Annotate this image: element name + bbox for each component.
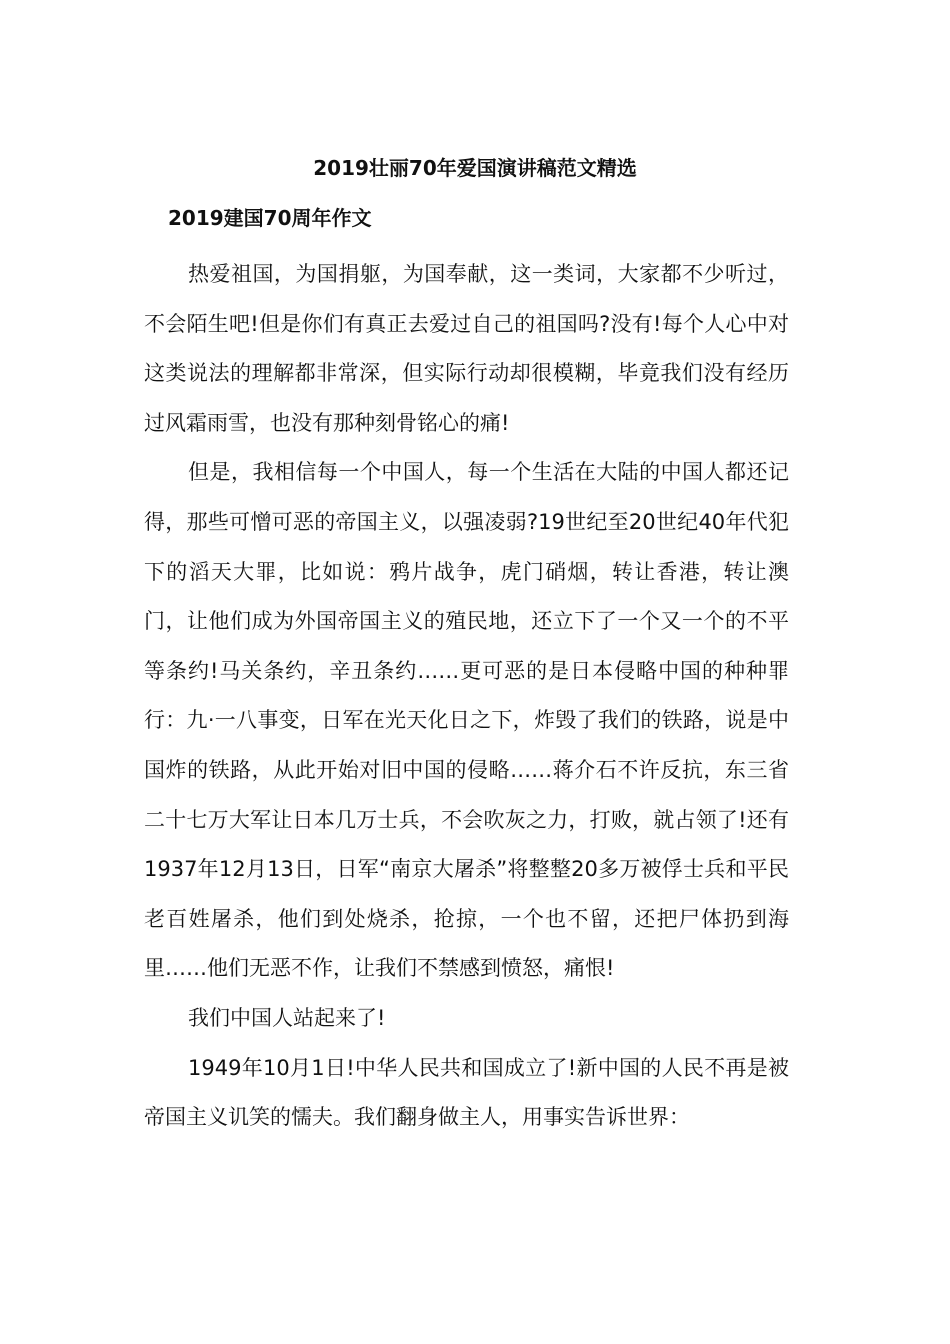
document-title: 2019壮丽70年爱国演讲稿范文精选 — [313, 156, 637, 180]
paragraph-1: 热爱祖国，为国捐躯，为国奉献，这一类词，大家都不少听过，不会陌生吧!但是你们有真正去爱过自己的祖国吗?没有!每个人心中对这类说法的理解都非常深，但实际行动却很模糊，毕竟我们没有经历过风霜雨雪，也没有那种刻骨铭心的痛! — [144, 262, 789, 435]
document-subtitle: 2019建国70周年作文 — [168, 206, 372, 230]
document-body — [144, 250, 789, 1143]
paragraph-3: 我们中国人站起来了! — [188, 1005, 386, 1030]
paragraph-2: 但是，我相信每一个中国人，每一个生活在大陆的中国人都还记得，那些可憎可恶的帝国主义，以强凌弱?19世纪至20世纪40年代犯下的滔天大罪，比如说：鸦片战争，虎门硝烟，转让香港，转让澳门，让他们成为外国帝国主义的殖民地，还立下了一个又一个的不平等条约!马关条约，辛丑条约……更可恶的是日本侵略中国的种种罪行：九·一八事变，日军在光天化日之下，炸毁了我们的铁路，说是中国炸的铁路，从此开始对旧中国的侵略……蒋介石不许反抗，东三省二十七万大军让日本几万士兵，不会吹灰之力，打败，就占领了!还有1937年12月13日，日军“南京大屠杀”将整整20多万被俘士兵和平民老百姓屠杀，他们到处烧杀，抢掠，一个也不留，还把尸体扔到海里……他们无恶不作，让我们不禁感到愤怒，痛恨! — [144, 460, 789, 981]
paragraph-4: 1949年10月1日!中华人民共和国成立了!新中国的人民不再是被帝国主义讥笑的懦夫。我们翻身做主人，用事实告诉世界： — [144, 1055, 789, 1130]
